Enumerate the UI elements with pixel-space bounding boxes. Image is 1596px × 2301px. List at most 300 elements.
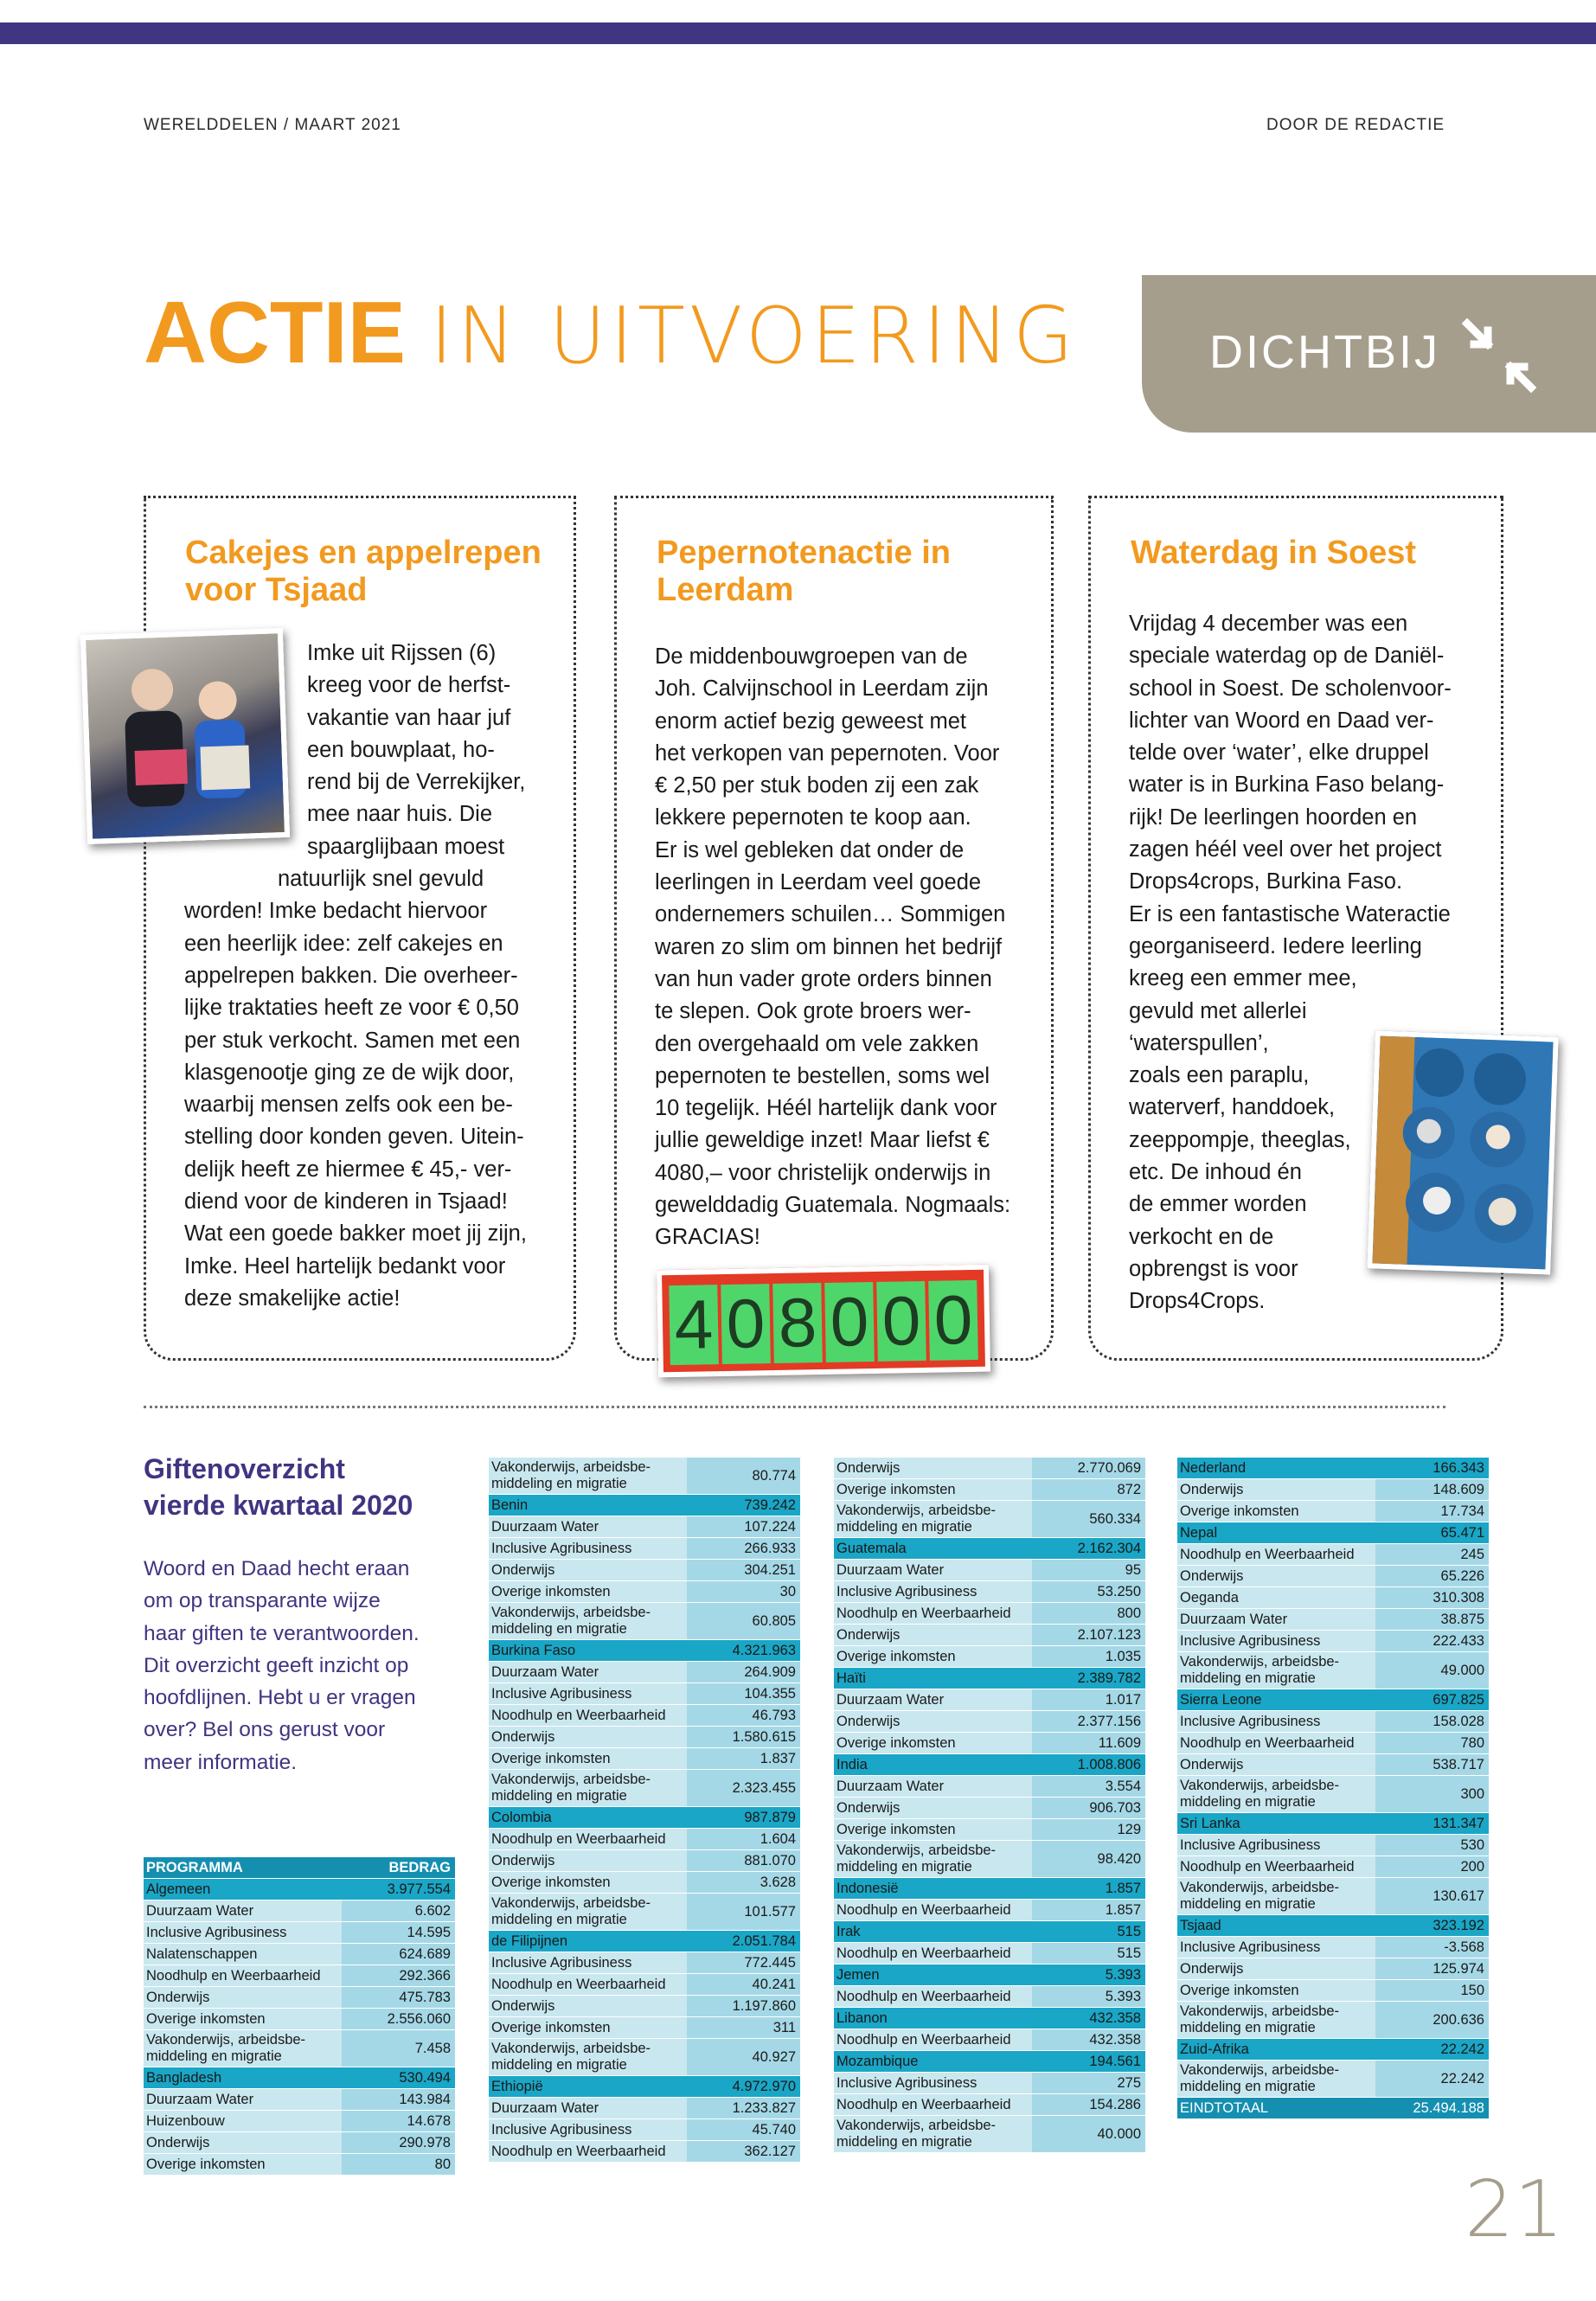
- cell-amount: 30: [687, 1581, 800, 1603]
- cell-amount: 4.972.970: [687, 2076, 800, 2098]
- table-row: [489, 2119, 800, 2141]
- table-row: [144, 1987, 455, 2009]
- table-row: [144, 2132, 455, 2154]
- cell-amount: 245: [1375, 1544, 1489, 1566]
- gifts-intro: Woord en Daad hecht eraan om op transparante wijze haar giften te verantwoorden. Dit overzicht geeft inzicht op hoofdlijnen. Hebt u er vragen over? Bel ons gerust voor meer informatie.: [144, 1557, 420, 1774]
- cell-amount: 475.783: [342, 1987, 455, 2009]
- table-row-category: [489, 1495, 800, 1516]
- cell-amount: 515: [1032, 1943, 1145, 1965]
- section-divider: [144, 1406, 1445, 1408]
- article-body-soest: Vrijdag 4 december was een speciale waterdag op de Daniël- school in Soest. De scholenvoor- lichter van Woord en Daad ver- telde over ‘water’, elke druppel water is in Burkina Faso belang- rijk! De leerlingen hoorden en zagen héél veel over het project Drops4crops, Burkina Faso. Er is een fantastische Wateractie georganiseerd. Iedere leerling kreeg een emmer mee, gevuld met allerlei ‘waterspullen’, zoals een paraplu, waterverf, handdoek, zeeppompje, theeglas, etc. De inhoud én de emmer worden verkocht en de opbrengst is voor Drops4Crops.: [1129, 612, 1452, 1314]
- cell-amount: 104.355: [687, 1683, 800, 1705]
- cell-name: Vakonderwijs, arbeidsbe- middeling en migratie: [489, 1458, 687, 1495]
- cell-name: Vakonderwijs, arbeidsbe- middeling en migratie: [144, 2030, 342, 2067]
- cell-name: Tsjaad: [1177, 1915, 1375, 1937]
- cell-amount: 304.251: [687, 1560, 800, 1581]
- table-row: [834, 1798, 1145, 1819]
- table-row: [1177, 1835, 1489, 1856]
- cell-name: India: [834, 1754, 1032, 1776]
- table-row: [489, 1538, 800, 1560]
- cell-name: Overige inkomsten: [834, 1819, 1032, 1841]
- cell-name: Algemeen: [144, 1879, 342, 1900]
- table-row: [834, 1501, 1145, 1538]
- table-row: [1177, 1856, 1489, 1878]
- digit-card: 0: [721, 1284, 771, 1364]
- table-row: [1177, 1609, 1489, 1631]
- title-light: IN UITVOERING: [430, 291, 1078, 381]
- cell-amount: 310.308: [1375, 1587, 1489, 1609]
- cell-amount: 1.017: [1032, 1689, 1145, 1711]
- cell-amount: 432.358: [1032, 2008, 1145, 2029]
- cell-name: Vakonderwijs, arbeidsbe- middeling en migratie: [834, 1841, 1032, 1878]
- cell-amount: 1.857: [1032, 1878, 1145, 1900]
- cell-amount: BEDRAG: [342, 1857, 455, 1879]
- cell-amount: 101.577: [687, 1894, 800, 1931]
- table-row-category: [1177, 1813, 1489, 1835]
- cell-name: Inclusive Agribusiness: [1177, 1711, 1375, 1733]
- cell-name: Noodhulp en Weerbaarheid: [834, 1986, 1032, 2008]
- cell-amount: 125.974: [1375, 1958, 1489, 1980]
- table-row: [1177, 1587, 1489, 1609]
- digit-card: 0: [928, 1280, 978, 1361]
- cell-amount: 166.343: [1375, 1458, 1489, 1479]
- cell-name: Noodhulp en Weerbaarheid: [1177, 1733, 1375, 1754]
- table-row: [834, 2094, 1145, 2116]
- cell-name: Jemen: [834, 1965, 1032, 1986]
- article-title: Pepernotenactie in Leerdam: [657, 535, 951, 608]
- table-row: [144, 2111, 455, 2132]
- cell-name: Duurzaam Water: [834, 1689, 1032, 1711]
- cell-amount: 530.494: [342, 2067, 455, 2089]
- table-row: [834, 1733, 1145, 1754]
- cell-amount: 538.717: [1375, 1754, 1489, 1776]
- cell-amount: 6.602: [342, 1900, 455, 1922]
- cell-amount: 2.770.069: [1032, 1458, 1145, 1479]
- page-title: [144, 285, 1078, 381]
- cell-name: Huizenbouw: [144, 2111, 342, 2132]
- table-row: [834, 1646, 1145, 1668]
- cell-name: Vakonderwijs, arbeidsbe- middeling en migratie: [489, 1894, 687, 1931]
- cell-name: Overige inkomsten: [834, 1479, 1032, 1501]
- cell-name: Ethiopië: [489, 2076, 687, 2098]
- cell-name: Overige inkomsten: [489, 2017, 687, 2039]
- cell-amount: 17.734: [1375, 1501, 1489, 1522]
- table-row: [489, 1705, 800, 1727]
- cell-name: Vakonderwijs, arbeidsbe- middeling en migratie: [489, 2039, 687, 2076]
- cell-name: Noodhulp en Weerbaarheid: [834, 1900, 1032, 1921]
- cell-amount: 65.471: [1375, 1522, 1489, 1544]
- photo-buckets: [1367, 1030, 1558, 1274]
- cell-amount: 98.420: [1032, 1841, 1145, 1878]
- cell-name: Inclusive Agribusiness: [144, 1922, 342, 1944]
- table-row: [1177, 1776, 1489, 1813]
- digit-card: 8: [772, 1283, 823, 1363]
- table-row: [144, 1944, 455, 1965]
- cell-name: Vakonderwijs, arbeidsbe- middeling en migratie: [834, 1501, 1032, 1538]
- table-row-category: [489, 1931, 800, 1952]
- section-tab-label: DICHTBIJ: [1209, 326, 1440, 378]
- cell-name: Noodhulp en Weerbaarheid: [834, 2094, 1032, 2116]
- digit-card: 4: [669, 1285, 719, 1365]
- article-body-tsjaad: Imke uit Rijssen (6) kreeg voor de herfst- vakantie van haar juf een bouwplaat, ho- rend bij de Verrekijker, mee naar huis. Die spaarglijbaan moest natuurlijk snel gevuld worden! Imke bedacht hiervoor een heerlijk idee: zelf cakejes en appelrepen bakken. Die overheer- lijke traktaties heeft ze voor € 0,50 per stuk verkocht. Samen met een klasgenootje ging ze de wijk door, waarbij mensen zelfs ook een be- stelling door konden geven. Uitein- delijk heeft ze hiermee € 45,- ver- diend voor de kinderen in Tsjaad! Wat een goede bakker moet jij zijn, Imke. Heel hartelijk bedankt voor deze smakelijke actie!: [184, 641, 527, 1311]
- cell-amount: 1.580.615: [687, 1727, 800, 1748]
- cell-amount: 46.793: [687, 1705, 800, 1727]
- cell-amount: 264.909: [687, 1662, 800, 1683]
- cell-name: Burkina Faso: [489, 1640, 687, 1662]
- cell-name: Oeganda: [1177, 1587, 1375, 1609]
- table-row: [144, 2154, 455, 2176]
- table-row-category: [1177, 1458, 1489, 1479]
- cell-amount: 222.433: [1375, 1631, 1489, 1652]
- gifts-table-3: [834, 1458, 1145, 2153]
- cell-name: Onderwijs: [489, 1996, 687, 2017]
- cell-name: Vakonderwijs, arbeidsbe- middeling en migratie: [489, 1770, 687, 1807]
- table-row: [834, 1943, 1145, 1965]
- cell-amount: 148.609: [1375, 1479, 1489, 1501]
- cell-name: Inclusive Agribusiness: [834, 2073, 1032, 2094]
- table-row-category: [489, 1640, 800, 1662]
- cell-name: Nepal: [1177, 1522, 1375, 1544]
- table-row-category: [489, 1807, 800, 1829]
- cell-name: Zuid-Afrika: [1177, 2039, 1375, 2061]
- cell-amount: -3.568: [1375, 1937, 1489, 1958]
- table-row: [834, 1776, 1145, 1798]
- table-row: [489, 1770, 800, 1807]
- cell-amount: 4.321.963: [687, 1640, 800, 1662]
- table-row: [489, 1974, 800, 1996]
- cell-name: Overige inkomsten: [834, 1733, 1032, 1754]
- cell-amount: 5.393: [1032, 1986, 1145, 2008]
- table-row: [834, 1841, 1145, 1878]
- cell-name: Indonesië: [834, 1878, 1032, 1900]
- cell-amount: 2.323.455: [687, 1770, 800, 1807]
- cell-name: Overige inkomsten: [144, 2154, 342, 2176]
- cell-name: Inclusive Agribusiness: [1177, 1835, 1375, 1856]
- cell-amount: 80.774: [687, 1458, 800, 1495]
- cell-name: Inclusive Agribusiness: [1177, 1631, 1375, 1652]
- article-body-leerdam: De middenbouwgroepen van de Joh. Calvijnschool in Leerdam zijn enorm actief bezig geweest met het verkopen van pepernoten. Voor € 2,50 per stuk boden zij een zak lekkere pepernoten te koop aan. Er is wel gebleken dat onder de leerlingen in Leerdam veel goede ondernemers schuilen… Sommigen waren zo slim om binnen het bedrijf van hun vader grote orders binnen te slepen. Ook grote broers wer- den overgehaald om vele zakken pepernoten te bestellen, soms wel 10 tegelijk. Héél hartelijk dank voor jullie geweldige inzet! Maar liefst € 4080,– voor christelijk onderwijs in gewelddadig Guatemala. Nogmaals: GRACIAS!: [655, 644, 1011, 1250]
- cell-name: Overige inkomsten: [834, 1646, 1032, 1668]
- cell-name: Inclusive Agribusiness: [489, 1683, 687, 1705]
- table-row: [489, 1581, 800, 1603]
- cell-name: Noodhulp en Weerbaarheid: [489, 1705, 687, 1727]
- cell-name: Libanon: [834, 2008, 1032, 2029]
- table-row: [489, 1458, 800, 1495]
- cell-amount: 25.494.188: [1375, 2098, 1489, 2119]
- cell-name: Vakonderwijs, arbeidsbe- middeling en migratie: [1177, 1652, 1375, 1689]
- cell-name: Noodhulp en Weerbaarheid: [489, 2141, 687, 2163]
- cell-amount: 906.703: [1032, 1798, 1145, 1819]
- cell-amount: 60.805: [687, 1603, 800, 1640]
- table-row: [144, 2030, 455, 2067]
- table-row: [1177, 1754, 1489, 1776]
- cell-amount: 1.837: [687, 1748, 800, 1770]
- cell-name: Benin: [489, 1495, 687, 1516]
- cell-amount: 2.051.784: [687, 1931, 800, 1952]
- article-title: Waterdag in Soest: [1131, 535, 1417, 571]
- cell-amount: 362.127: [687, 2141, 800, 2163]
- cell-name: Bangladesh: [144, 2067, 342, 2089]
- cell-amount: 739.242: [687, 1495, 800, 1516]
- cell-amount: 80: [342, 2154, 455, 2176]
- table-row: [144, 1922, 455, 1944]
- cell-name: Vakonderwijs, arbeidsbe- middeling en migratie: [489, 1603, 687, 1640]
- table-row-total: [1177, 2098, 1489, 2119]
- cell-name: Vakonderwijs, arbeidsbe- middeling en migratie: [1177, 1776, 1375, 1813]
- table-row: [1177, 1878, 1489, 1915]
- cell-name: Colombia: [489, 1807, 687, 1829]
- article-title: Cakejes en appelrepen voor Tsjaad: [185, 535, 542, 608]
- table-row: [489, 1662, 800, 1683]
- cell-amount: 3.977.554: [342, 1879, 455, 1900]
- cell-name: Sri Lanka: [1177, 1813, 1375, 1835]
- table-row: [834, 1560, 1145, 1581]
- cell-name: Overige inkomsten: [489, 1748, 687, 1770]
- table-row: [489, 1683, 800, 1705]
- cell-amount: 154.286: [1032, 2094, 1145, 2116]
- table-row-category: [834, 1965, 1145, 1986]
- table-row: [1177, 1980, 1489, 2002]
- cell-amount: 872: [1032, 1479, 1145, 1501]
- cell-name: Vakonderwijs, arbeidsbe- middeling en migratie: [1177, 2002, 1375, 2039]
- table-row: [834, 1986, 1145, 2008]
- gifts-title: Giftenoverzicht vierde kwartaal 2020: [144, 1453, 413, 1521]
- table-row: [489, 2098, 800, 2119]
- cell-name: Noodhulp en Weerbaarheid: [144, 1965, 342, 1987]
- cell-name: Onderwijs: [834, 1711, 1032, 1733]
- cell-name: Mozambique: [834, 2051, 1032, 2073]
- page-number: 21: [1465, 2164, 1564, 2255]
- table-row: [489, 1560, 800, 1581]
- table-row: [489, 1872, 800, 1894]
- cell-amount: 2.162.304: [1032, 1538, 1145, 1560]
- top-bar: [0, 22, 1596, 44]
- cell-name: Duurzaam Water: [489, 1516, 687, 1538]
- table-row: [144, 1900, 455, 1922]
- cell-name: Inclusive Agribusiness: [834, 1581, 1032, 1603]
- cell-name: Inclusive Agribusiness: [489, 1952, 687, 1974]
- cell-amount: 515: [1032, 1921, 1145, 1943]
- cell-amount: 40.000: [1032, 2116, 1145, 2153]
- cell-amount: 780: [1375, 1733, 1489, 1754]
- cell-amount: 1.197.860: [687, 1996, 800, 2017]
- cell-name: Noodhulp en Weerbaarheid: [489, 1829, 687, 1850]
- cell-name: Noodhulp en Weerbaarheid: [834, 2029, 1032, 2051]
- cell-name: Overige inkomsten: [1177, 1980, 1375, 2002]
- cell-name: Duurzaam Water: [1177, 1609, 1375, 1631]
- table-row-category: [834, 1538, 1145, 1560]
- table-row-category: [834, 2008, 1145, 2029]
- cell-amount: 45.740: [687, 2119, 800, 2141]
- table-row: [489, 1850, 800, 1872]
- cell-amount: 7.458: [342, 2030, 455, 2067]
- cell-name: Onderwijs: [144, 1987, 342, 2009]
- table-row: [1177, 1566, 1489, 1587]
- cell-amount: 22.242: [1375, 2039, 1489, 2061]
- cell-amount: 2.377.156: [1032, 1711, 1145, 1733]
- table-row: [1177, 1958, 1489, 1980]
- cell-amount: 200: [1375, 1856, 1489, 1878]
- table-row-category: [834, 2051, 1145, 2073]
- cell-amount: 40.927: [687, 2039, 800, 2076]
- table-row-category: [834, 1878, 1145, 1900]
- cell-name: Nederland: [1177, 1458, 1375, 1479]
- cell-amount: 14.678: [342, 2111, 455, 2132]
- cell-name: EINDTOTAAL: [1177, 2098, 1375, 2119]
- cell-name: Overige inkomsten: [1177, 1501, 1375, 1522]
- table-row: [834, 2029, 1145, 2051]
- table-row: [834, 2073, 1145, 2094]
- table-row: [834, 1581, 1145, 1603]
- cell-amount: 624.689: [342, 1944, 455, 1965]
- table-row: [489, 2141, 800, 2163]
- cell-amount: 1.008.806: [1032, 1754, 1145, 1776]
- table-row: [1177, 1937, 1489, 1958]
- section-tab: [1142, 275, 1596, 433]
- table-row: [834, 1819, 1145, 1841]
- cell-amount: 323.192: [1375, 1915, 1489, 1937]
- table-row: [489, 2039, 800, 2076]
- cell-amount: 1.233.827: [687, 2098, 800, 2119]
- table-header-row: [144, 1857, 455, 1879]
- table-row: [834, 1625, 1145, 1646]
- table-row: [144, 2009, 455, 2030]
- cell-amount: 130.617: [1375, 1878, 1489, 1915]
- cell-amount: 1.035: [1032, 1646, 1145, 1668]
- cell-name: Guatemala: [834, 1538, 1032, 1560]
- table-row: [489, 1516, 800, 1538]
- cell-amount: 800: [1032, 1603, 1145, 1625]
- cell-amount: 5.393: [1032, 1965, 1145, 1986]
- table-row-category: [489, 2076, 800, 2098]
- cell-name: Onderwijs: [1177, 1479, 1375, 1501]
- digit-cards: [669, 1280, 978, 1365]
- table-row-category: [1177, 2039, 1489, 2061]
- cell-name: Inclusive Agribusiness: [489, 1538, 687, 1560]
- cell-amount: 2.389.782: [1032, 1668, 1145, 1689]
- cell-name: Irak: [834, 1921, 1032, 1943]
- cell-amount: 40.241: [687, 1974, 800, 1996]
- table-row: [1177, 1711, 1489, 1733]
- table-row-category: [144, 2067, 455, 2089]
- cell-amount: 3.628: [687, 1872, 800, 1894]
- gifts-table-1: [144, 1857, 455, 2176]
- table-row: [489, 1748, 800, 1770]
- cell-amount: 987.879: [687, 1807, 800, 1829]
- cell-name: PROGRAMMA: [144, 1857, 342, 1879]
- cell-amount: 14.595: [342, 1922, 455, 1944]
- cell-amount: 107.224: [687, 1516, 800, 1538]
- cell-name: Duurzaam Water: [834, 1776, 1032, 1798]
- table-row: [489, 1996, 800, 2017]
- table-row: [489, 1894, 800, 1931]
- table-row-category: [144, 1879, 455, 1900]
- table-row-category: [1177, 1689, 1489, 1711]
- cell-name: Duurzaam Water: [489, 1662, 687, 1683]
- cell-amount: 881.070: [687, 1850, 800, 1872]
- cell-name: Nalatenschappen: [144, 1944, 342, 1965]
- cell-name: Noodhulp en Weerbaarheid: [834, 1943, 1032, 1965]
- table-row: [144, 2089, 455, 2111]
- cell-name: Overige inkomsten: [489, 1872, 687, 1894]
- cell-name: Onderwijs: [489, 1560, 687, 1581]
- cell-name: Overige inkomsten: [144, 2009, 342, 2030]
- table-row: [834, 1479, 1145, 1501]
- cell-name: Onderwijs: [834, 1458, 1032, 1479]
- cell-amount: 3.554: [1032, 1776, 1145, 1798]
- table-row: [834, 1603, 1145, 1625]
- title-bold: ACTIE: [144, 285, 406, 381]
- table-row-category: [1177, 1522, 1489, 1544]
- cell-name: Duurzaam Water: [834, 1560, 1032, 1581]
- table-row: [489, 2017, 800, 2039]
- table-row: [834, 1458, 1145, 1479]
- cell-amount: 158.028: [1375, 1711, 1489, 1733]
- cell-name: Sierra Leone: [1177, 1689, 1375, 1711]
- cell-amount: 38.875: [1375, 1609, 1489, 1631]
- table-row-category: [1177, 1915, 1489, 1937]
- cell-amount: 266.933: [687, 1538, 800, 1560]
- table-row: [834, 1711, 1145, 1733]
- cell-name: Duurzaam Water: [144, 2089, 342, 2111]
- cell-amount: 300: [1375, 1776, 1489, 1813]
- table-row: [1177, 2002, 1489, 2039]
- cell-amount: 1.857: [1032, 1900, 1145, 1921]
- cell-name: Noodhulp en Weerbaarheid: [489, 1974, 687, 1996]
- cell-name: de Filipijnen: [489, 1931, 687, 1952]
- cell-name: Onderwijs: [1177, 1754, 1375, 1776]
- table-row: [489, 1603, 800, 1640]
- cell-amount: 22.242: [1375, 2061, 1489, 2098]
- cell-amount: 2.107.123: [1032, 1625, 1145, 1646]
- cell-amount: 275: [1032, 2073, 1145, 2094]
- table-row-category: [834, 1921, 1145, 1943]
- table-row: [489, 1952, 800, 1974]
- cell-amount: 697.825: [1375, 1689, 1489, 1711]
- cell-name: Haïti: [834, 1668, 1032, 1689]
- cell-amount: 95: [1032, 1560, 1145, 1581]
- cell-name: Onderwijs: [834, 1625, 1032, 1646]
- gifts-table-2: [489, 1458, 800, 2163]
- cell-amount: 530: [1375, 1835, 1489, 1856]
- cell-amount: 129: [1032, 1819, 1145, 1841]
- digit-card: 0: [824, 1282, 875, 1362]
- table-row: [1177, 2061, 1489, 2098]
- cell-name: Onderwijs: [489, 1850, 687, 1872]
- cell-name: Onderwijs: [144, 2132, 342, 2154]
- cell-amount: 2.556.060: [342, 2009, 455, 2030]
- cell-name: Noodhulp en Weerbaarheid: [1177, 1856, 1375, 1878]
- digit-card: 0: [876, 1281, 926, 1362]
- table-row: [834, 1900, 1145, 1921]
- cell-name: Duurzaam Water: [144, 1900, 342, 1922]
- cell-name: Onderwijs: [1177, 1958, 1375, 1980]
- table-row: [144, 1965, 455, 1987]
- cell-name: Duurzaam Water: [489, 2098, 687, 2119]
- table-row: [1177, 1631, 1489, 1652]
- photo-4080-sign: [657, 1265, 990, 1378]
- cell-amount: 11.609: [1032, 1733, 1145, 1754]
- cell-amount: 292.366: [342, 1965, 455, 1987]
- cell-amount: 1.604: [687, 1829, 800, 1850]
- running-header-left: WERELDDELEN / MAART 2021: [144, 116, 401, 134]
- table-row: [1177, 1544, 1489, 1566]
- cell-amount: 290.978: [342, 2132, 455, 2154]
- cell-name: Noodhulp en Weerbaarheid: [834, 1603, 1032, 1625]
- cell-name: Onderwijs: [1177, 1566, 1375, 1587]
- cell-name: Vakonderwijs, arbeidsbe- middeling en migratie: [1177, 2061, 1375, 2098]
- cell-amount: 53.250: [1032, 1581, 1145, 1603]
